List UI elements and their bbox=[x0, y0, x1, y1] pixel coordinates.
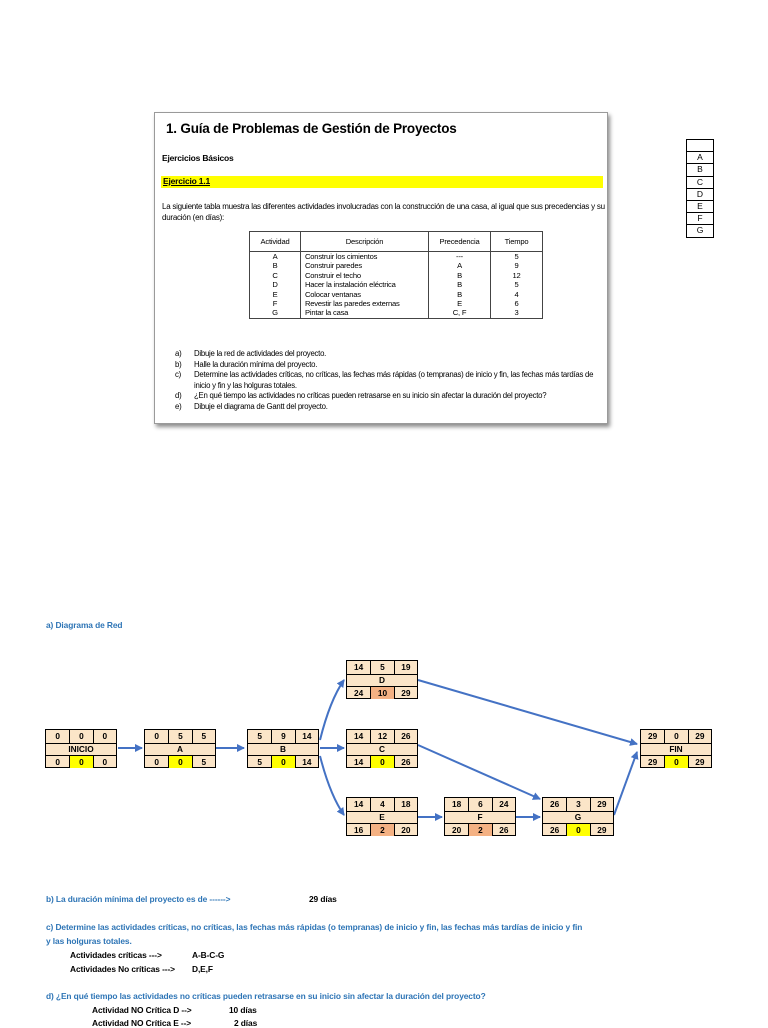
cell: 9 bbox=[491, 261, 543, 270]
side-cell: C bbox=[687, 176, 714, 188]
node-b: 5 9 14 B 5 0 14 bbox=[247, 729, 319, 768]
exercise-label: Ejercicio 1.1 bbox=[163, 176, 211, 186]
side-cell: D bbox=[687, 188, 714, 200]
critical-value: A-B-C-G bbox=[192, 950, 225, 960]
list-item: a) Dibuje la red de actividades del proyecto. bbox=[175, 349, 327, 358]
arrow-b-e bbox=[320, 756, 344, 815]
cell: 5 bbox=[491, 252, 543, 262]
side-cell: G bbox=[687, 225, 714, 237]
node-c: 14 12 26 C 14 0 26 bbox=[346, 729, 418, 768]
cell: C, F bbox=[429, 308, 491, 318]
col-header: Actividad bbox=[250, 232, 301, 252]
noncritical-label: Actividades No críticas ---> bbox=[70, 964, 175, 974]
col-header: Descripción bbox=[301, 232, 429, 252]
cell: 3 bbox=[491, 308, 543, 318]
noncritical-d-label: Actividad NO Crítica D --> bbox=[92, 1005, 192, 1015]
cell: 6 bbox=[491, 299, 543, 308]
cell: D bbox=[250, 280, 301, 289]
cell: --- bbox=[429, 252, 491, 262]
side-cell: B bbox=[687, 164, 714, 176]
section-c-question-line2: y las holguras totales. bbox=[46, 936, 132, 946]
node-fin: 29 0 29 FIN 29 0 29 bbox=[640, 729, 712, 768]
cell: Construir paredes bbox=[301, 261, 429, 270]
node-e: 14 4 18 E 16 2 20 bbox=[346, 797, 418, 836]
node-inicio: 0 0 0 INICIO 0 0 0 bbox=[45, 729, 117, 768]
node-d: 14 5 19 D 24 10 29 bbox=[346, 660, 418, 699]
section-a-heading: a) Diagrama de Red bbox=[46, 620, 123, 630]
card-subtitle: Ejercicios Básicos bbox=[162, 153, 234, 163]
cell: C bbox=[250, 271, 301, 280]
cell: Revestir las paredes externas bbox=[301, 299, 429, 308]
arrow-b-d bbox=[320, 680, 344, 740]
cell: 4 bbox=[491, 290, 543, 299]
critical-label: Actividades críticas ---> bbox=[70, 950, 162, 960]
noncritical-d-value: 10 días bbox=[229, 1005, 257, 1015]
noncritical-e-value: 2 días bbox=[234, 1018, 258, 1028]
cell: B bbox=[429, 290, 491, 299]
cell: Construir los cimientos bbox=[301, 252, 429, 262]
cell: E bbox=[250, 290, 301, 299]
col-header: Tiempo bbox=[491, 232, 543, 252]
card-title: 1. Guía de Problemas de Gestión de Proyectos bbox=[166, 121, 457, 136]
cell: B bbox=[429, 280, 491, 289]
col-header: Precedencia bbox=[429, 232, 491, 252]
node-g: 26 3 29 G 26 0 29 bbox=[542, 797, 614, 836]
node-a: 0 5 5 A 0 0 5 bbox=[144, 729, 216, 768]
side-cell: A bbox=[687, 152, 714, 164]
side-cell: E bbox=[687, 200, 714, 212]
cell: B bbox=[250, 261, 301, 270]
cell: G bbox=[250, 308, 301, 318]
intro-text: La siguiente tabla muestra las diferentes actividades involucradas con la construcción de una casa, al igual que sus precedencias y su duración (en días): bbox=[162, 202, 605, 222]
cell: A bbox=[429, 261, 491, 270]
cell: Colocar ventanas bbox=[301, 290, 429, 299]
list-item: e) Dibuje el diagrama de Gantt del proyecto. bbox=[175, 401, 328, 411]
cell: Construir el techo bbox=[301, 271, 429, 280]
arrow-d-fin bbox=[418, 680, 637, 744]
section-c-question-line1: c) Determine las actividades críticas, no críticas, las fechas más rápidas (o tempranas) de inicio y fin, las fechas más tardías de inicio y fin bbox=[46, 922, 583, 932]
list-item: b) Halle la duración mínima del proyecto. bbox=[175, 359, 318, 369]
cell: F bbox=[250, 299, 301, 308]
list-item: d) ¿En qué tiempo las actividades no críticas pueden retrasarse en su inicio sin afectar la duración del proyecto? bbox=[175, 391, 547, 401]
section-d-question: d) ¿En qué tiempo las actividades no críticas pueden retrasarse en su inicio sin afectar la duración del proyecto? bbox=[46, 991, 486, 1001]
cell: Pintar la casa bbox=[301, 308, 429, 318]
cell: E bbox=[429, 299, 491, 308]
noncritical-value: D,E,F bbox=[192, 964, 213, 974]
arrow-c-g bbox=[418, 745, 540, 799]
node-f: 18 6 24 F 20 2 26 bbox=[444, 797, 516, 836]
arrow-g-fin bbox=[614, 752, 637, 815]
cell: A bbox=[250, 252, 301, 262]
section-b-answer: 29 días bbox=[309, 894, 337, 904]
cell: B bbox=[429, 271, 491, 280]
side-cell: F bbox=[687, 213, 714, 225]
noncritical-e-label: Actividad NO Crítica E --> bbox=[92, 1018, 192, 1028]
cell: Hacer la instalación eléctrica bbox=[301, 280, 429, 289]
section-b-question: b) La duración mínima del proyecto es de ------> bbox=[46, 894, 231, 904]
cell: 5 bbox=[491, 280, 543, 289]
cell: 12 bbox=[491, 271, 543, 280]
list-item: c) Determine las actividades críticas, no críticas, las fechas más rápidas (o tempranas) de inicio y fin, las fechas más tardías de inicio y fin y las holguras totales. bbox=[175, 370, 594, 390]
